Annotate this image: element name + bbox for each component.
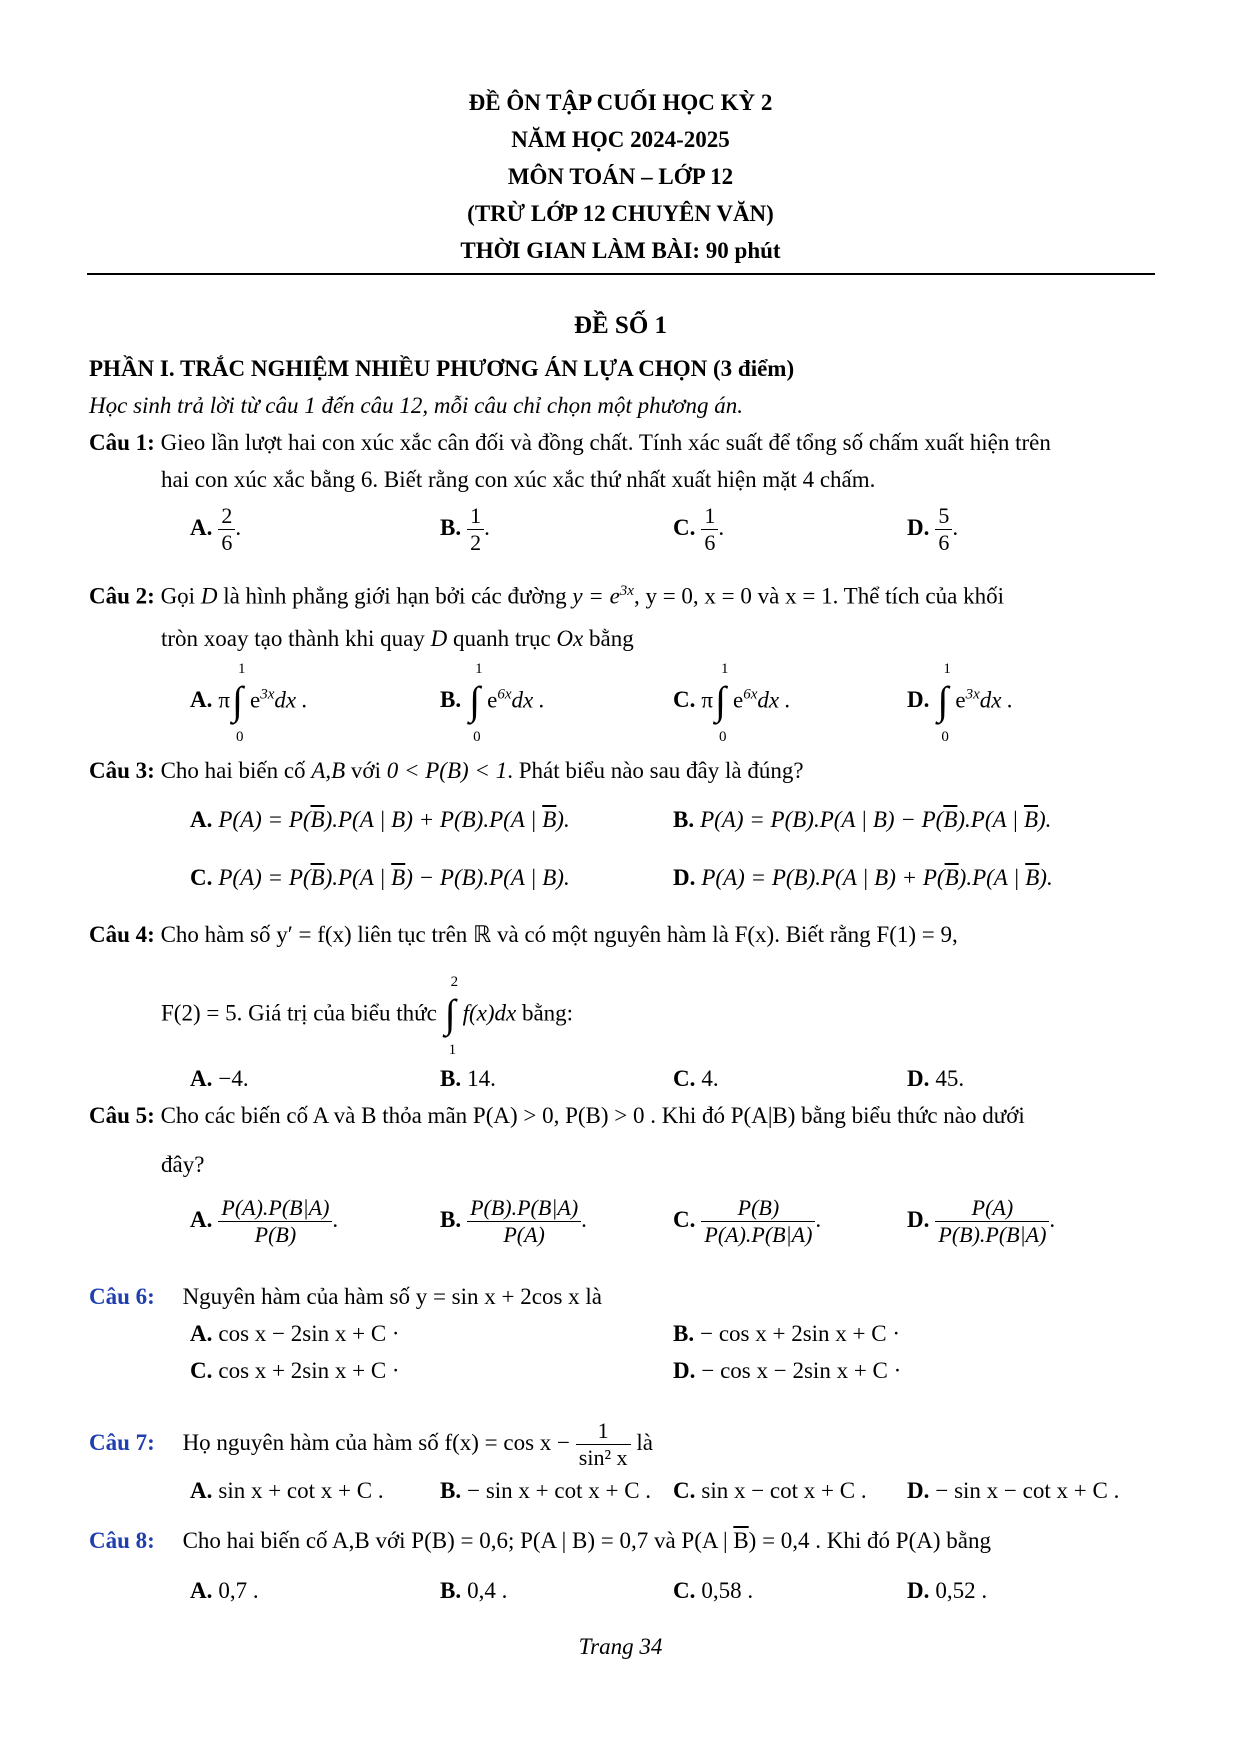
fraction: $\frac{P(B).P(B|A)}{P(A)}$ — [467, 1195, 581, 1248]
q3-option-d: D. P(A) = P(B).P(A | $B) + P(\overline{B}).P(A$ | $\overline{B}$). — [673, 865, 1053, 890]
fraction: $\frac{P(A).P(B|A)}{P(B)}$ — [218, 1195, 332, 1248]
question-text: Gieo lần lượt hai con xúc xắc cân đối và đồng chất. Tính xác suất để tổng số chấm xuất hiện trên — [160, 430, 1051, 455]
header-line-5: THỜI GIAN LÀM BÀI: 90 phút — [460, 238, 781, 263]
q2-option-c: C. π 1 ∫ 0 $e^{6x}dx$ . — [673, 661, 791, 745]
question-4-text-cont: F(2) = 5. Giá trị của biểu thức 2 ∫ 1 f(x)dx bằng: — [161, 974, 574, 1058]
q1-option-a: A. $\frac{2}{6}$ . — [190, 503, 242, 555]
question-7: Câu 7: Họ nguyên hàm của hàm số f(x) = cos x − $\frac{1}{\text{sin² x}}$ là — [89, 1418, 653, 1470]
header-divider — [87, 273, 1155, 275]
section-title: PHẦN I. TRẮC NGHIỆM NHIỀU PHƯƠNG ÁN LỰA CHỌN (3 điểm) — [89, 356, 795, 381]
fraction: $\frac{P(A)}{P(B).P(B|A)}$ — [935, 1195, 1049, 1248]
q4-option-c: C. 4. — [673, 1066, 719, 1091]
header-line-4: (TRỪ LỚP 12 CHUYÊN VĂN) — [467, 201, 774, 226]
question-2-text-cont: tròn xoay tạo thành khi quay D quanh trục Ox bằng — [161, 626, 634, 651]
q6-option-d: D. − cos x − 2sin x + C · — [673, 1358, 902, 1383]
header-line-3: MÔN TOÁN – LỚP 12 — [507, 164, 734, 189]
q4-option-a: A. −4. — [190, 1066, 249, 1091]
fraction: $\frac{2}{6}$ — [218, 503, 235, 556]
question-8: Câu 8: Cho hai biến cố A,B với P(B) = 0,6; P(A | B) = 0,7 và P(A | $\overline{B}) = 0,4$ . Khi đó P(A) bằng — [89, 1528, 991, 1553]
question-6: Câu 6: Nguyên hàm của hàm số y = sin x + 2cos x là — [89, 1284, 602, 1309]
question-3: Câu 3: Cho hai biến cố A,B với 0 < P(B) < 1. Phát biểu nào sau đây là đúng? — [89, 758, 804, 783]
q5-option-a: A. $\frac{P(A).P(B|A)}{P(B)}$ . — [190, 1195, 339, 1247]
q4-option-b: B. 14. — [440, 1066, 496, 1091]
q1-option-c: C. $\frac{1}{6}$ . — [673, 503, 725, 555]
q1-option-b: B. $\frac{1}{2}$ . — [440, 503, 490, 555]
q3-option-b: B. P(A) = P(B).P(A | $B) - P(\overline{B}).P(A$ | $\overline{B}$). — [673, 807, 1052, 832]
q8-option-c: C. 0,58 . — [673, 1578, 754, 1603]
fraction: $\frac{1}{\text{sin² x}}$ — [576, 1418, 631, 1471]
question-5-text-cont: đây? — [161, 1152, 205, 1177]
integral-sign: 1 ∫ 0 — [232, 661, 246, 745]
q5-option-b: B. $\frac{P(B).P(B|A)}{P(A)}$ . — [440, 1195, 587, 1247]
header-line-2: NĂM HỌC 2024-2025 — [511, 127, 730, 152]
page-footer: Trang 34 — [578, 1634, 663, 1659]
exam-number: ĐỀ SỐ 1 — [573, 312, 668, 339]
q2-option-a: A. π 1 ∫ 0 $e^{3x}dx$ . — [190, 661, 308, 745]
q7-option-b: B. − sin x + cot x + C . — [440, 1478, 652, 1503]
question-2: Câu 2: Gọi D là hình phẳng giới hạn bởi các đường $y = e^{3x}$, y = 0, x = 0 và x = 1. Thể tích của khối — [89, 583, 1004, 609]
exam-header — [0, 84, 1241, 269]
question-1-text-cont: hai con xúc xắc bằng 6. Biết rằng con xúc xắc thứ nhất xuất hiện mặt 4 chấm. — [161, 467, 876, 492]
q5-option-c: C. $\frac{P(B)}{P(A).P(B|A)}$ . — [673, 1195, 822, 1247]
question-label: Câu 1: — [89, 430, 155, 455]
question-1 — [89, 430, 1051, 456]
q8-option-a: A. 0,7 . — [190, 1578, 259, 1603]
q3-option-a: A. $P(A) = P(\overline{B}).P(A$ | B) + P(B).P(A | $\overline{B}$). — [190, 807, 570, 832]
q6-option-b: B. − cos x + 2sin x + C · — [673, 1321, 901, 1346]
q2-option-b: B. 1 ∫ 0 $e^{6x}dx$ . — [440, 661, 545, 745]
q3-option-c: C. $P(A) = P(\overline{B}).P(A$ | $\overline{B}) - P(B).P(A$ | B). — [190, 865, 570, 890]
q8-option-d: D. 0,52 . — [907, 1578, 988, 1603]
integral-sign: 1 ∫ 0 — [937, 661, 951, 745]
q7-option-d: D. − sin x − cot x + C . — [907, 1478, 1120, 1503]
fraction: $\frac{1}{6}$ — [701, 503, 718, 556]
question-5: Câu 5: Cho các biến cố A và B thỏa mãn P(A) > 0, P(B) > 0 . Khi đó P(A|B) bằng biểu thức nào dưới — [89, 1103, 1025, 1128]
fraction: $\frac{5}{6}$ — [935, 503, 952, 556]
q7-option-c: C. sin x − cot x + C . — [673, 1478, 867, 1503]
fraction: $\frac{P(B)}{P(A).P(B|A)}$ — [701, 1195, 815, 1248]
q5-option-d: D. $\frac{P(A)}{P(B).P(B|A)}$ . — [907, 1195, 1056, 1247]
instruction: Học sinh trả lời từ câu 1 đến câu 12, mỗi câu chỉ chọn một phương án. — [89, 393, 743, 418]
integral-sign: 2 ∫ 1 — [444, 974, 459, 1058]
q1-option-d: D. $\frac{5}{6}$ . — [907, 503, 959, 555]
q8-option-b: B. 0,4 . — [440, 1578, 508, 1603]
q6-option-c: C. cos x + 2sin x + C · — [190, 1358, 400, 1383]
question-4: Câu 4: Cho hàm số y′ = f(x) liên tục trên ℝ và có một nguyên hàm là F(x). Biết rằng F(1) = 9, — [89, 922, 958, 947]
q6-option-a: A. cos x − 2sin x + C · — [190, 1321, 400, 1346]
q7-option-a: A. sin x + cot x + C . — [190, 1478, 384, 1503]
integral-sign: 1 ∫ 0 — [469, 661, 483, 745]
header-line-1: ĐỀ ÔN TẬP CUỐI HỌC KỲ 2 — [468, 90, 773, 115]
integral-sign: 1 ∫ 0 — [715, 661, 729, 745]
fraction: $\frac{1}{2}$ — [467, 503, 484, 556]
q2-option-d: D. 1 ∫ 0 $e^{3x}dx$ . — [907, 661, 1013, 745]
q4-option-d: D. 45. — [907, 1066, 965, 1091]
